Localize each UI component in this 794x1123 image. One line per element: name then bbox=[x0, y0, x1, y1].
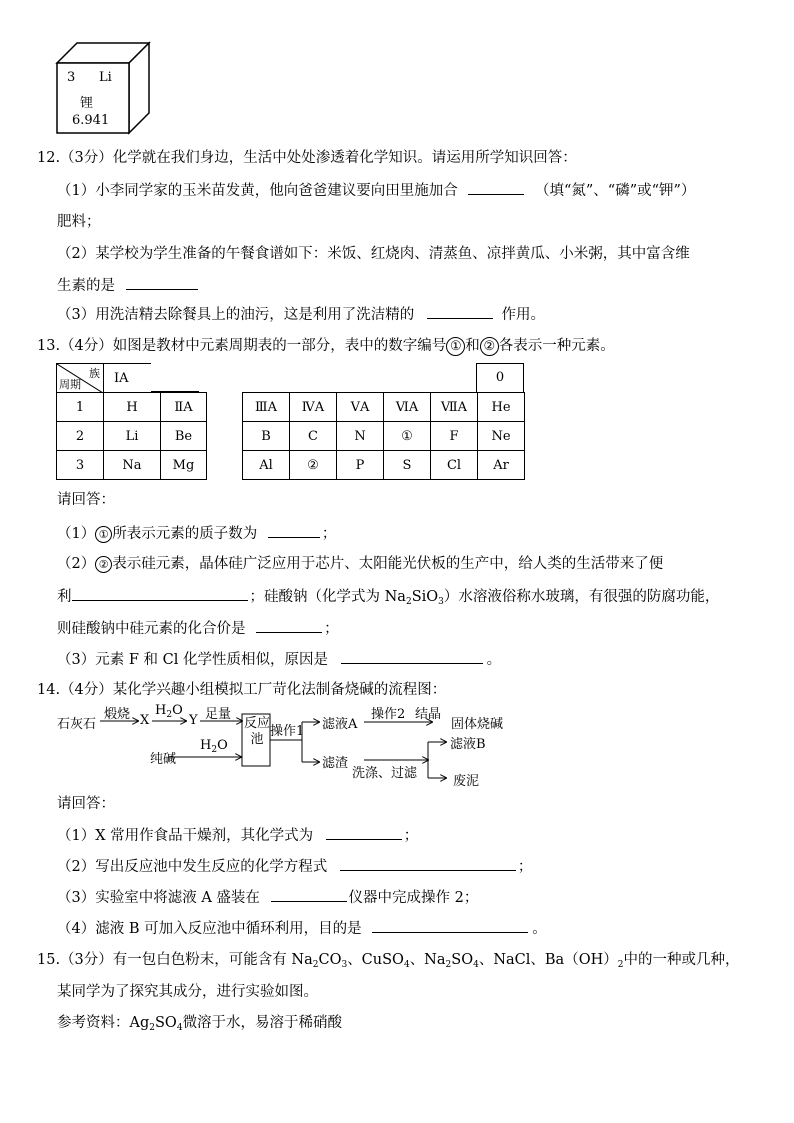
group-3a-header: ⅢA bbox=[243, 393, 290, 422]
q12-part1-options: （填“氮”、“磷”或“钾”） bbox=[534, 183, 696, 199]
period-2: 2 bbox=[57, 422, 104, 451]
q13-formula-mid: SiO bbox=[411, 589, 439, 605]
q12-blank1[interactable] bbox=[468, 180, 524, 195]
q13-part2-end: ； bbox=[324, 621, 339, 637]
flow-calcine: 煅烧 bbox=[104, 707, 131, 722]
flow-water-2 bbox=[200, 738, 228, 755]
cell-cl: Cl bbox=[431, 451, 478, 480]
q15-ref-sub2: 4 bbox=[176, 1023, 183, 1033]
q15-ref-b: SO bbox=[155, 1015, 177, 1031]
q13-blank3[interactable] bbox=[256, 618, 322, 633]
flow-solid-naoh: 固体烧碱 bbox=[451, 717, 504, 732]
q13-part2-formula: ；硅酸钠（化学式为 Na bbox=[249, 589, 406, 605]
q13-part2-num: （2） bbox=[57, 556, 96, 572]
q13-blank1[interactable] bbox=[268, 523, 320, 538]
q15-reference bbox=[57, 1013, 342, 1038]
q15-sub2: 3 bbox=[341, 960, 348, 970]
cell-f: F bbox=[431, 422, 478, 451]
q15-line2: 某同学为了探究其成分，进行实验如图。 bbox=[57, 984, 318, 1000]
q15-header bbox=[37, 950, 739, 975]
group-6a-header: ⅥA bbox=[384, 393, 431, 422]
q13-header bbox=[37, 336, 615, 356]
q13-part2-line2 bbox=[57, 586, 719, 612]
cell-li: Li bbox=[104, 422, 161, 451]
q13-blank4[interactable] bbox=[341, 649, 483, 664]
q14-part2-text: （2）写出反应池中发生反应的化学方程式 bbox=[57, 859, 328, 875]
flow-o: O bbox=[172, 703, 183, 718]
q13-part2-rest: ）水溶液俗称水玻璃，有很强的防腐功能， bbox=[443, 589, 720, 605]
q13-part3-end: 。 bbox=[486, 652, 502, 668]
cell-s: S bbox=[384, 451, 431, 480]
q13-part1 bbox=[57, 523, 336, 544]
q13-part2-line3 bbox=[57, 618, 339, 639]
group-5a-header: ⅤA bbox=[337, 393, 384, 422]
cell-element-two: ② bbox=[290, 451, 337, 480]
q12-part2: （2）某学校为学生准备的午餐食谱如下：米饭、红烧肉、清蒸鱼、凉拌黄瓜、小米粥，其中富含维 bbox=[57, 246, 690, 262]
q12-part2-text: 生素的是 bbox=[57, 278, 115, 294]
corner-group-label: 族 bbox=[89, 367, 100, 380]
q12-part3-text: （3）用洗洁精去除餐具上的油污，这是利用了洗洁精的 bbox=[57, 307, 415, 323]
q15-text-f: 、NaCl、Ba（OH） bbox=[478, 952, 618, 968]
flow-wash-filter: 洗涤、过滤 bbox=[352, 766, 418, 781]
q13-part1-text: 所表示元素的质子数为 bbox=[112, 526, 258, 542]
q15-text-c: 、CuSO bbox=[347, 952, 404, 968]
flow-limestone: 石灰石 bbox=[57, 717, 97, 732]
q13-sub1: 2 bbox=[405, 597, 412, 607]
q14-part1 bbox=[57, 825, 418, 846]
q12-header: 12.（3分）化学就在我们身边，生活中处处渗透着化学知识。请运用所学知识回答： bbox=[37, 150, 577, 166]
flow-x: X bbox=[140, 713, 150, 728]
q14-part3-end: 仪器中完成操作 2； bbox=[348, 890, 479, 906]
q12-part3 bbox=[57, 304, 545, 325]
q15-text-e: SO bbox=[451, 952, 474, 968]
q12-part1-text: （1）小李同学家的玉米苗发黄，他向爸爸建议要向田里施加合 bbox=[57, 183, 458, 199]
q13-part2-text: 表示硅元素，晶体硅广泛应用于芯片、太阳能光伏板的生产中，给人类的生活带来了便 bbox=[112, 556, 664, 572]
q14-blank3[interactable] bbox=[271, 887, 347, 902]
cell-al: Al bbox=[243, 451, 290, 480]
q13-part2 bbox=[57, 554, 663, 574]
q12-part3-end: 作用。 bbox=[501, 307, 545, 323]
q13-answer-label: 请回答： bbox=[57, 492, 115, 508]
q14-blank4[interactable] bbox=[372, 918, 528, 933]
flow-soda-ash: 纯碱 bbox=[150, 752, 177, 767]
q14-header: 14.（4分）某化学兴趣小组模拟工厂苛化法制备烧碱的流程图： bbox=[37, 682, 447, 698]
cell-h: H bbox=[104, 393, 161, 422]
q14-part3-text: （3）实验室中将滤液 A 盛装在 bbox=[57, 890, 260, 906]
flow-crystallize: 结晶 bbox=[415, 707, 442, 722]
cell-he: He bbox=[478, 393, 525, 422]
q13-header-and: 和 bbox=[465, 338, 480, 354]
q13-part1-end: ； bbox=[321, 526, 337, 542]
flow-filtrate-b: 滤液B bbox=[450, 737, 486, 752]
cell-c: C bbox=[290, 422, 337, 451]
q13-header-text: 13.（4分）如图是教材中元素周期表的一部分，表中的数字编号 bbox=[37, 338, 447, 354]
element-name: 锂 bbox=[80, 96, 94, 111]
circle-two-ref: ② bbox=[95, 556, 112, 573]
flow-h2o-sub: 2 bbox=[166, 710, 173, 720]
q15-ref-a: 参考资料：Ag bbox=[57, 1015, 150, 1031]
flow-filtrate-a: 滤液A bbox=[322, 717, 358, 732]
flow-water-1 bbox=[155, 703, 183, 720]
flow-reactor-label: 反应池 bbox=[244, 716, 271, 747]
cell-b: B bbox=[243, 422, 290, 451]
flow-waste-mud: 废泥 bbox=[453, 774, 480, 789]
q15-sub5: 4 bbox=[473, 960, 479, 970]
flow-excess: 足量 bbox=[205, 707, 232, 722]
q15-text-b: CO bbox=[318, 952, 342, 968]
q14-part4-text: （4）滤液 B 可加入反应池中循环利用，目的是 bbox=[57, 921, 362, 937]
cell-p: P bbox=[337, 451, 384, 480]
periodic-table-right bbox=[242, 392, 525, 480]
flow-reactor bbox=[244, 716, 270, 748]
q13-part2-li: 利 bbox=[57, 589, 72, 605]
cell-na: Na bbox=[104, 451, 161, 480]
group-0-header: 0 bbox=[495, 370, 505, 385]
q14-part4-end: 。 bbox=[532, 921, 547, 937]
corner-period-label: 周期 bbox=[59, 378, 81, 391]
q13-part3 bbox=[57, 649, 501, 670]
q13-part2-valence: 则硅酸钠中硅元素的化合价是 bbox=[57, 621, 246, 637]
q12-part1-end: 肥料； bbox=[57, 214, 101, 230]
circle-one-marker: ① bbox=[446, 337, 465, 356]
flow-y: Y bbox=[189, 713, 198, 728]
group-0-header-cell bbox=[476, 363, 524, 392]
flow-residue: 滤渣 bbox=[322, 756, 349, 771]
q13-header-end: 各表示一种元素。 bbox=[498, 338, 615, 354]
q15-sub4: 2 bbox=[445, 960, 452, 970]
group-2a-header: ⅡA bbox=[161, 393, 207, 422]
flow-h2o-sub-2: 2 bbox=[211, 745, 218, 755]
q14-part3 bbox=[57, 887, 478, 908]
q15-text-a: 15.（3分）有一包白色粉末，可能含有 Na bbox=[37, 952, 313, 968]
cell-n: N bbox=[337, 422, 384, 451]
q15-ref-sub1: 2 bbox=[149, 1023, 155, 1033]
cell-element-one: ① bbox=[384, 422, 431, 451]
q14-part2 bbox=[57, 856, 532, 877]
q14-part1-end: ； bbox=[403, 828, 419, 844]
flow-h: H bbox=[155, 703, 167, 718]
q15-sub1: 2 bbox=[312, 960, 319, 970]
cell-mg: Mg bbox=[161, 451, 207, 480]
circle-one-ref: ① bbox=[95, 526, 112, 543]
q14-blank1[interactable] bbox=[326, 825, 402, 840]
cell-be: Be bbox=[161, 422, 207, 451]
flow-o-2: O bbox=[217, 738, 228, 753]
q14-part4 bbox=[57, 918, 547, 939]
period-1: 1 bbox=[57, 393, 104, 422]
q13-part3-text: （3）元素 F 和 Cl 化学性质相似，原因是 bbox=[57, 652, 328, 668]
q14-part1-text: （1）X 常用作食品干燥剂，其化学式为 bbox=[57, 828, 314, 844]
q15-text-d: 、Na bbox=[409, 952, 446, 968]
element-number: 3 bbox=[67, 70, 76, 85]
q14-blank2[interactable] bbox=[340, 856, 516, 871]
q12-blank2[interactable] bbox=[126, 275, 198, 290]
group-7a-header: ⅦA bbox=[431, 393, 478, 422]
q15-ref-c: 微溶于水，易溶于稀硝酸 bbox=[182, 1015, 343, 1031]
q15-text-g: 中的一种或几种， bbox=[623, 952, 740, 968]
element-symbol: Li bbox=[99, 70, 112, 85]
group-1a-header: ⅠA bbox=[104, 364, 161, 393]
flow-op2: 操作2 bbox=[371, 707, 406, 722]
table-gap-mask bbox=[151, 362, 199, 392]
q12-blank3[interactable] bbox=[427, 304, 493, 319]
q12-part1 bbox=[57, 180, 695, 201]
flow-op1: 操作1 bbox=[270, 724, 305, 739]
period-3: 3 bbox=[57, 451, 104, 480]
cell-ne: Ne bbox=[478, 422, 525, 451]
q15-sub3: 4 bbox=[403, 960, 410, 970]
circle-two-marker: ② bbox=[480, 337, 499, 356]
q14-answer-label: 请回答： bbox=[57, 796, 115, 812]
table-corner-cell bbox=[57, 364, 104, 393]
q12-part2-line2 bbox=[57, 275, 198, 296]
q15-sub6: 2 bbox=[617, 960, 624, 970]
q13-part1-num: （1） bbox=[57, 526, 96, 542]
group-4a-header: ⅣA bbox=[290, 393, 337, 422]
cell-ar: Ar bbox=[478, 451, 525, 480]
element-mass: 6.941 bbox=[72, 113, 110, 128]
q13-sub2: 3 bbox=[438, 597, 444, 607]
q14-part2-end: ； bbox=[517, 859, 533, 875]
q13-blank2[interactable] bbox=[72, 586, 248, 601]
flow-h-2: H bbox=[200, 738, 212, 753]
